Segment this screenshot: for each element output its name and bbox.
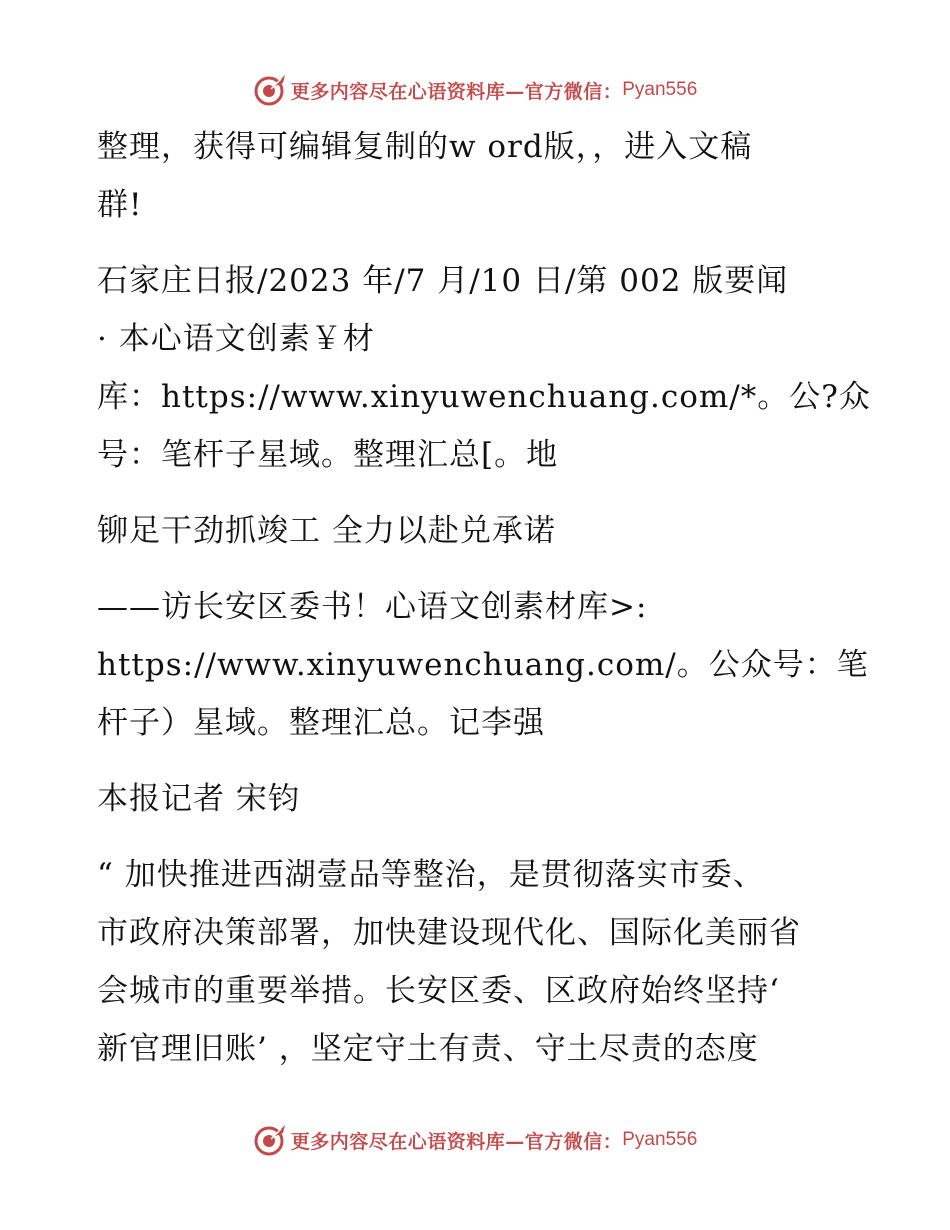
text-line: 市政府决策部署，加快建设现代化、国际化美丽省 xyxy=(97,915,801,951)
article-headline: 铆足干劲抓竣工 全力以赴兑承诺 xyxy=(97,513,556,549)
quill-logo-icon xyxy=(253,73,287,107)
watermark-wechat-id: Pyan556 xyxy=(622,79,698,100)
text-line: 会城市的重要举措。长安区委、区政府始终坚持‘ xyxy=(97,973,780,1009)
text-line: 群! xyxy=(97,187,143,223)
watermark-text: 更多内容尽在心语资料库—官方微信： xyxy=(290,1130,623,1153)
paragraph xyxy=(97,118,857,234)
quill-logo-icon xyxy=(253,1123,287,1157)
text-line: · 本心语文创素￥材 xyxy=(97,321,375,357)
paragraph xyxy=(97,846,857,1078)
article-subheadline: ——访长安区委书！心语文创素材库>: xyxy=(97,589,648,625)
paragraph xyxy=(97,770,857,828)
watermark-wechat-id: Pyan556 xyxy=(622,1129,698,1150)
text-line: 新官理旧账’ ，坚定守土有责、守土尽责的态度 xyxy=(97,1031,759,1067)
text-line: “ 加快推进西湖壹品等整治，是贯彻落实市委、 xyxy=(97,857,765,893)
text-line: 杆子）星域。整理汇总。记李强 xyxy=(97,705,545,741)
footer-watermark-banner xyxy=(0,1120,950,1160)
text-line: 号：笔杆子星域。整理汇总[。地 xyxy=(97,437,559,473)
text-line: 库：https://www.xinyuwenchuang.com/*。公?众 xyxy=(97,379,871,415)
byline: 本报记者 宋钧 xyxy=(97,781,300,817)
text-line: 石家庄日报/2023 年/7 月/10 日/第 002 版要闻 xyxy=(97,263,789,299)
header-watermark-banner xyxy=(0,70,950,110)
paragraph xyxy=(97,502,857,560)
watermark-text: 更多内容尽在心语资料库—官方微信： xyxy=(290,80,623,103)
text-line: 整理，获得可编辑复制的w ord版，，进入文稿 xyxy=(97,129,753,165)
paragraph xyxy=(97,252,871,484)
document-body xyxy=(97,118,871,1078)
text-line: https://www.xinyuwenchuang.com/。公众号：笔 xyxy=(97,647,869,683)
paragraph xyxy=(97,578,869,752)
